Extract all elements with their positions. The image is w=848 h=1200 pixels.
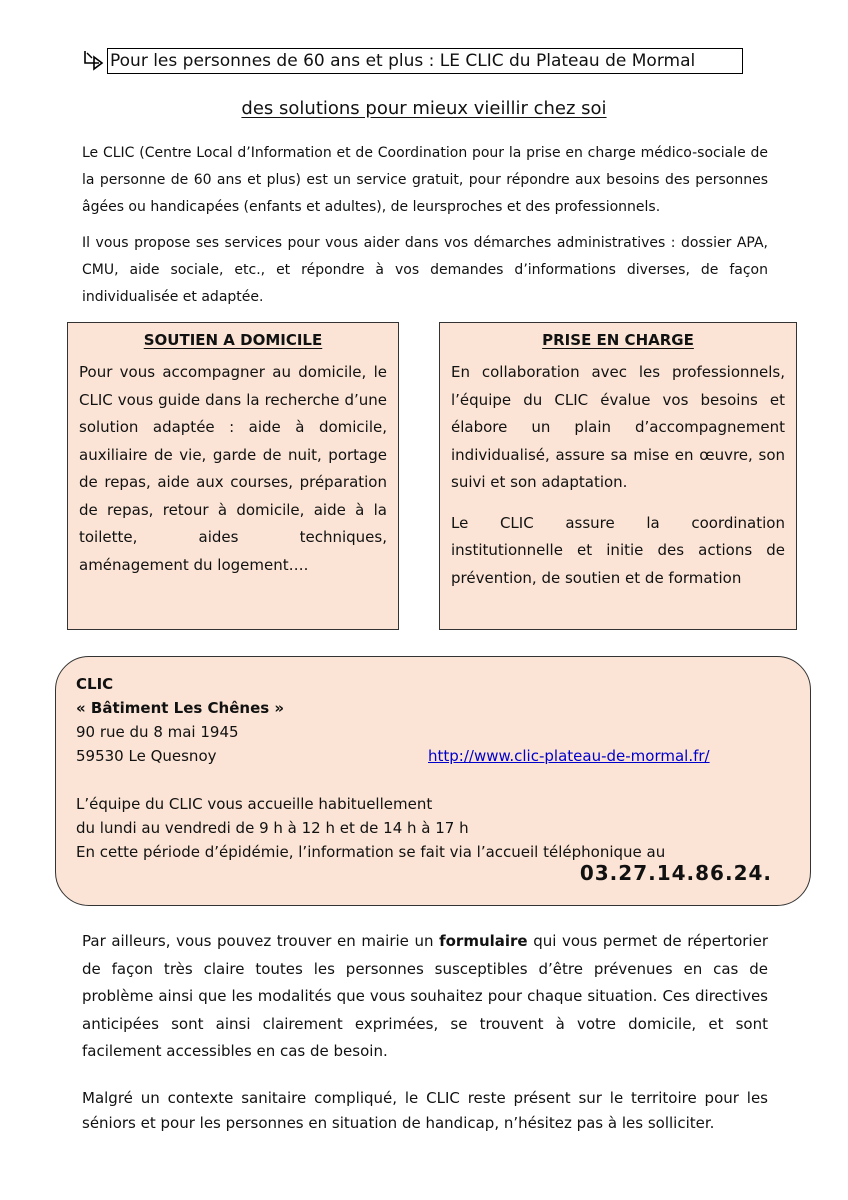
website-link[interactable]: http://www.clic-plateau-de-mormal.fr/ [428, 747, 710, 765]
soutien-text: Pour vous accompagner au domicile, le CLIC vous guide dans la recherche d’une solution adaptée : aide à domicile, auxiliaire de vie, garde de nuit, portage de repas, aide aux courses, préparation de repas, retour à domicile, aide à la toilette, aides techniques, aménagement du logement…. [79, 363, 387, 574]
contact-name: CLIC [76, 675, 114, 693]
outro-paragraph-2: Malgré un contexte sanitaire compliqué, le CLIC reste présent sur le territoire pour les séniors et pour les personnes en situation de handicap, n’hésitez pas à les solliciter. [82, 1089, 768, 1132]
soutien-title: SOUTIEN A DOMICILE [143, 331, 323, 349]
intro-paragraph-1: Le CLIC (Centre Local d’Information et de Coordination pour la prise en charge médico-sociale de la personne de 60 ans et plus) est un service gratuit, pour répondre aux besoins des personnes âgées ou handicapées (enfants et adultes), de leursproches et des professionnels. [82, 145, 768, 215]
contact-building: « Bâtiment Les Chênes » [76, 699, 285, 717]
title-row [82, 46, 762, 78]
intro-paragraph-2: Il vous propose ses services pour vous aider dans vos démarches administratives : dossier APA, CMU, aide sociale, etc., et répondre à vos demandes d’informations diverses, de façon individualisée et adaptée. [82, 235, 768, 305]
contact-city: 59530 Le Quesnoy [76, 747, 217, 765]
contact-hours-2: du lundi au vendredi de 9 h à 12 h et de 14 h à 17 h [76, 819, 469, 837]
phone-number: 03.27.14.86.24. [579, 861, 772, 885]
contact-box [55, 656, 811, 906]
outro-p1-start: Par ailleurs, vous pouvez trouver en mairie un [82, 932, 440, 950]
prise-text-2: Le CLIC assure la coordination institutionnelle et initie des actions de prévention, de soutien et de formation [451, 513, 785, 587]
formulaire-keyword: formulaire [439, 932, 528, 950]
outro-p1-end: qui vous permet de répertorier de façon très claire toutes les personnes susceptibles d’être prévenues en cas de problème ainsi que les modalités que vous souhaitez pour chaque situation. Ces directives anticipées sont ainsi clairement exprimées, se trouvent à votre domicile, et sont facilement accessibles en cas de besoin. [82, 932, 768, 1060]
page-subtitle: des solutions pour mieux vieillir chez soi [241, 98, 607, 119]
contact-street: 90 rue du 8 mai 1945 [76, 723, 239, 741]
contact-hours-1: L’équipe du CLIC vous accueille habituellement [76, 795, 433, 813]
prise-title: PRISE EN CHARGE [542, 331, 694, 349]
arrow-icon [82, 48, 108, 74]
prise-box [439, 322, 797, 630]
prise-text-1: En collaboration avec les professionnels, l’équipe du CLIC évalue vos besoins et élabore un plain d’accompagnement individualisé, assure sa mise en œuvre, son suivi et son adaptation. [451, 363, 785, 491]
contact-epidemic: En cette période d’épidémie, l’information se fait via l’accueil téléphonique au [76, 843, 666, 861]
outro-paragraph-1 [82, 928, 768, 1066]
soutien-box [67, 322, 399, 630]
page-title: Pour les personnes de 60 ans et plus : LE CLIC du Plateau de Mormal [107, 48, 743, 74]
